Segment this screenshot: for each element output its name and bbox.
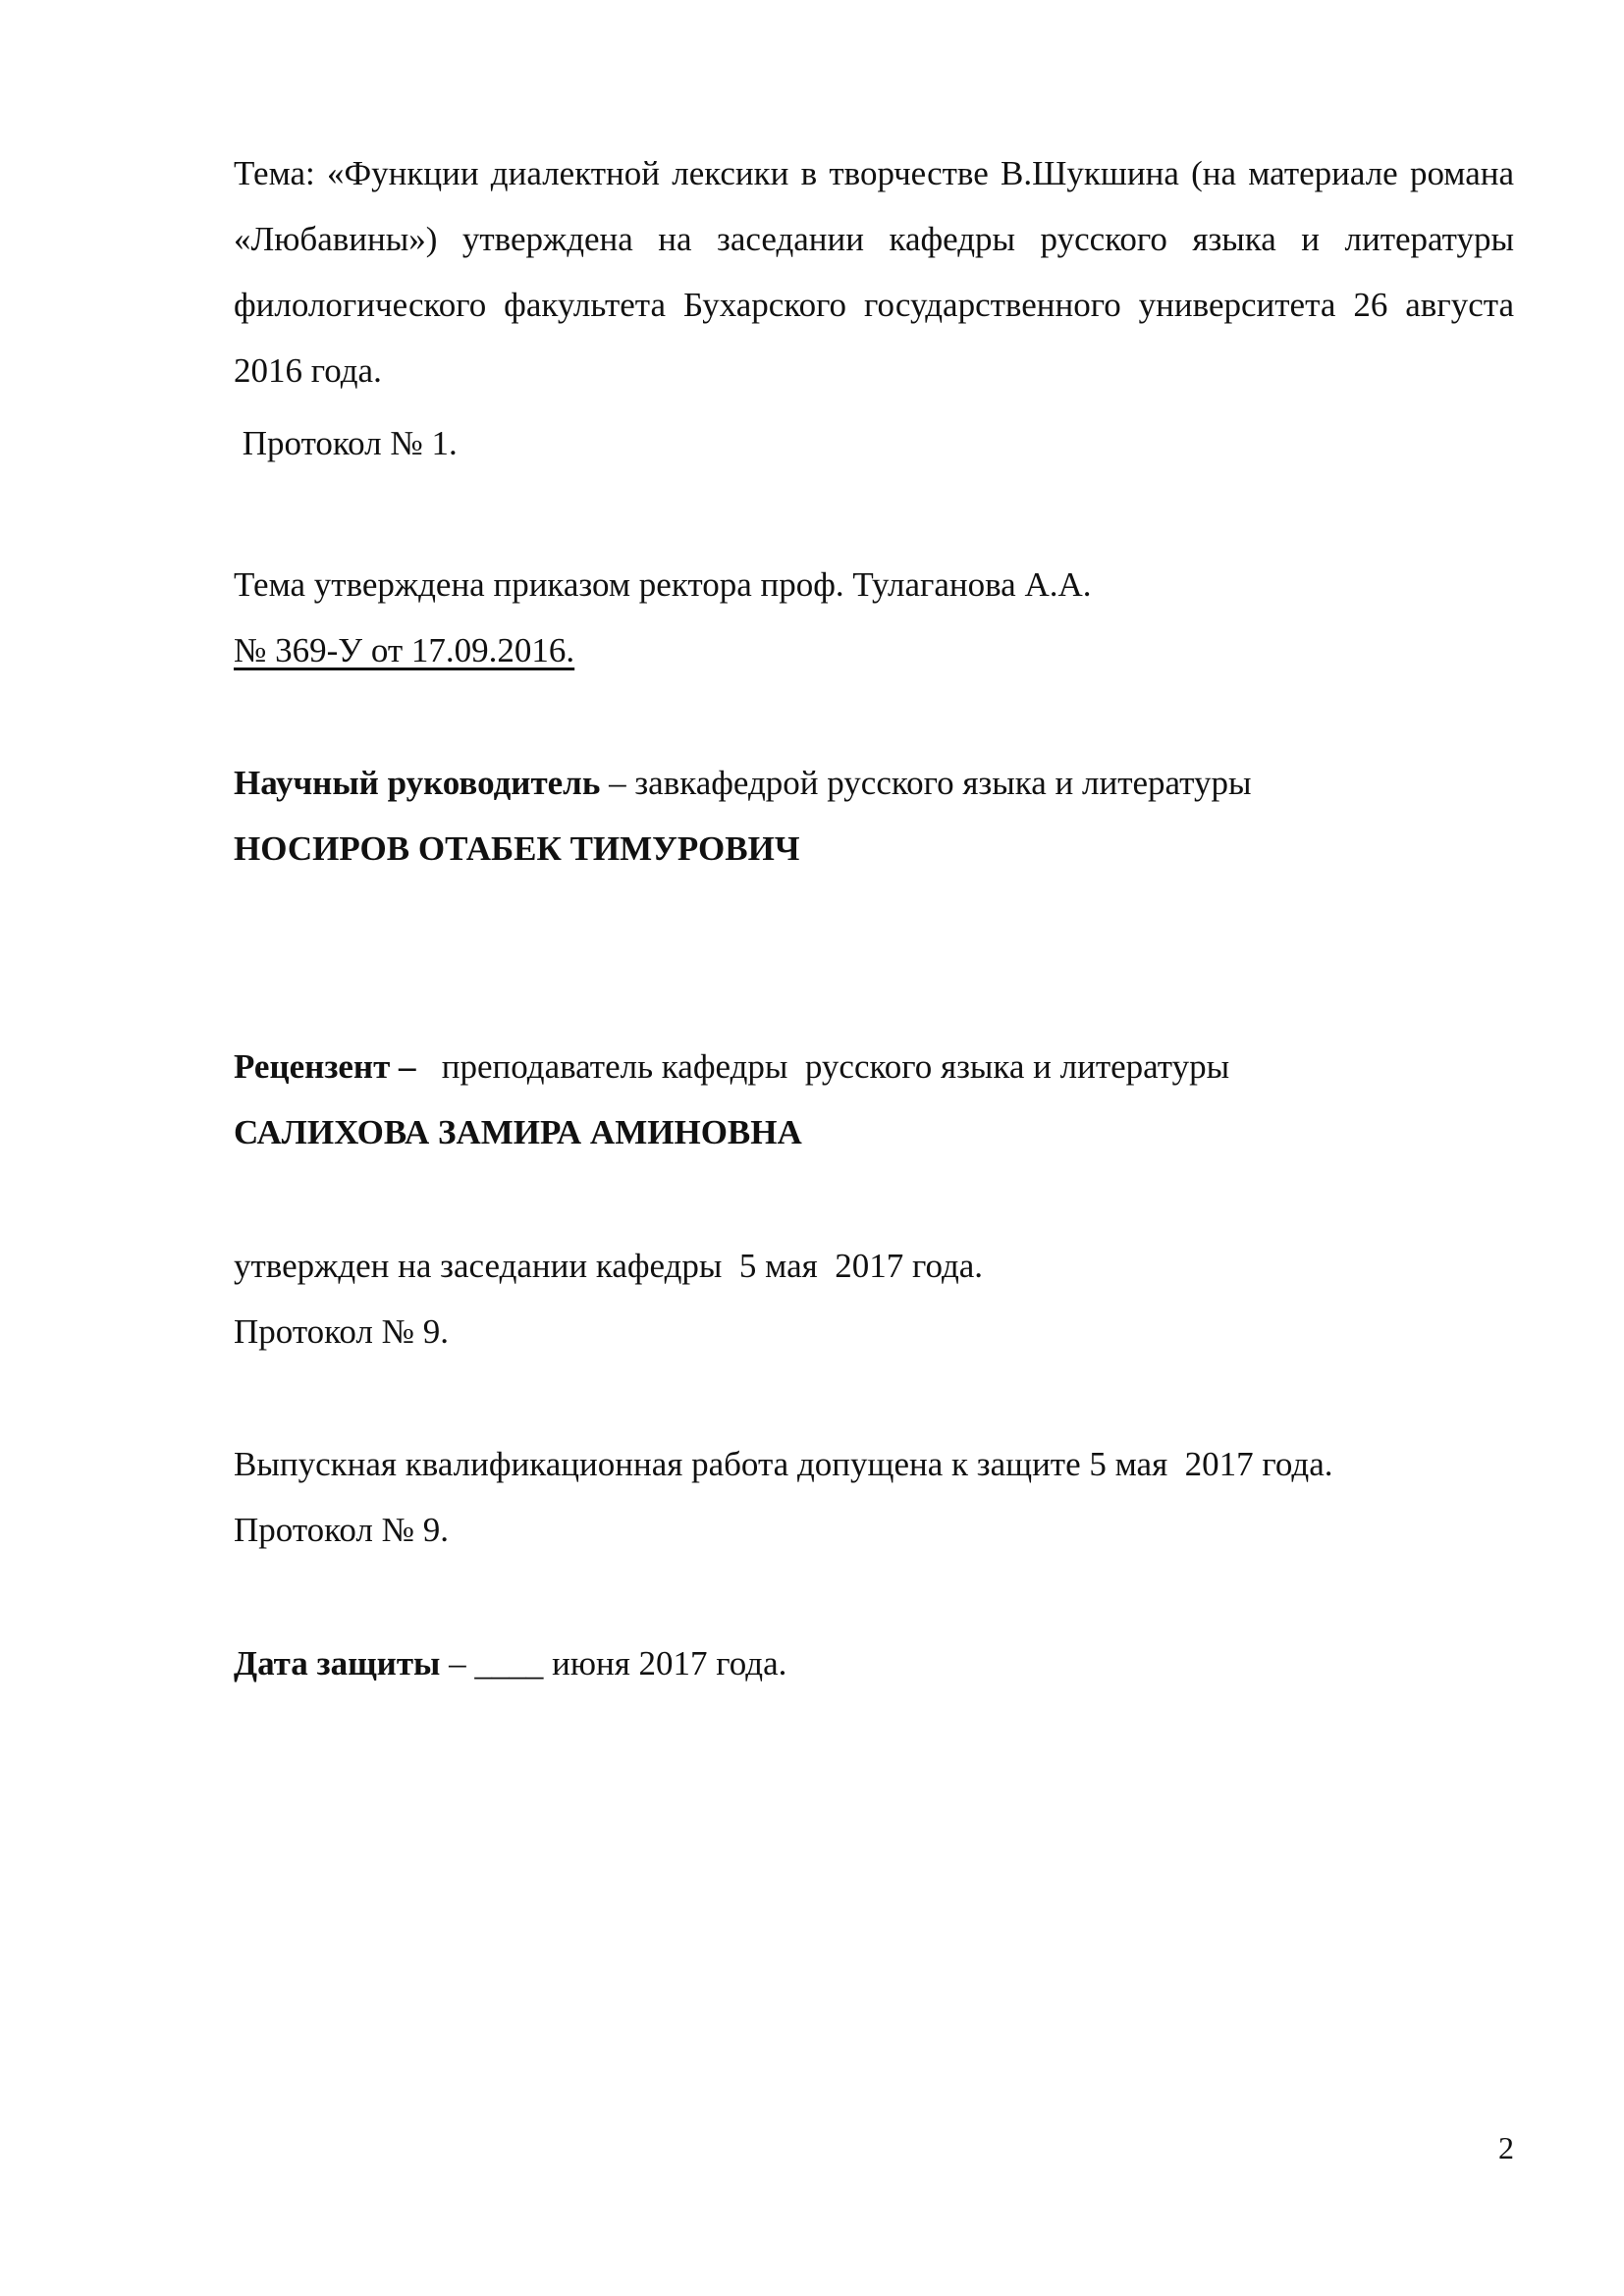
defense-label: Дата защиты [234, 1644, 441, 1682]
protocol-9-b: Протокол № 9. [234, 1511, 450, 1549]
defense-section [234, 1630, 1514, 1696]
approved-line: утвержден на заседании кафедры 5 мая 2017 года. [234, 1247, 984, 1285]
defense-dash: – [440, 1644, 475, 1682]
order-number: № 369-У от 17.09.2016. [234, 631, 575, 669]
topic-paragraph: Тема: «Функции диалектной лексики в творчестве В.Шукшина (на материале романа «Любавины») утверждена на заседании кафедры русского языка и литературы филологического факультета Бухарского государственного университета 26 августа 2016 года. [234, 154, 1514, 390]
approval-section [234, 1233, 1514, 1364]
supervisor-section [234, 750, 1514, 881]
defense-rest: июня 2017 года. [543, 1644, 787, 1682]
defense-blank: ____ [474, 1644, 544, 1682]
order-line: Тема утверждена приказом ректора проф. Тулаганова А.А. [234, 565, 1092, 604]
supervisor-label: Научный руководитель [234, 764, 601, 802]
protocol-9-a: Протокол № 9. [234, 1312, 450, 1351]
supervisor-position: завкафедрой русского языка и литературы [634, 764, 1252, 802]
admission-line: Выпускная квалификационная работа допущена к защите 5 мая 2017 года. [234, 1445, 1333, 1483]
supervisor-name: НОСИРОВ ОТАБЕК ТИМУРОВИЧ [234, 829, 800, 868]
reviewer-label: Рецензент – [234, 1047, 416, 1086]
supervisor-dash: – [600, 764, 635, 802]
protocol-1: Протокол № 1. [234, 424, 458, 462]
admission-section [234, 1431, 1514, 1563]
order-section [234, 552, 1514, 683]
protocol-line [234, 410, 1514, 476]
page-number: 2 [1498, 2130, 1514, 2165]
reviewer-name: САЛИХОВА ЗАМИРА АМИНОВНА [234, 1113, 802, 1151]
reviewer-section [234, 1034, 1514, 1165]
reviewer-position: преподаватель кафедры русского языка и литературы [415, 1047, 1230, 1086]
